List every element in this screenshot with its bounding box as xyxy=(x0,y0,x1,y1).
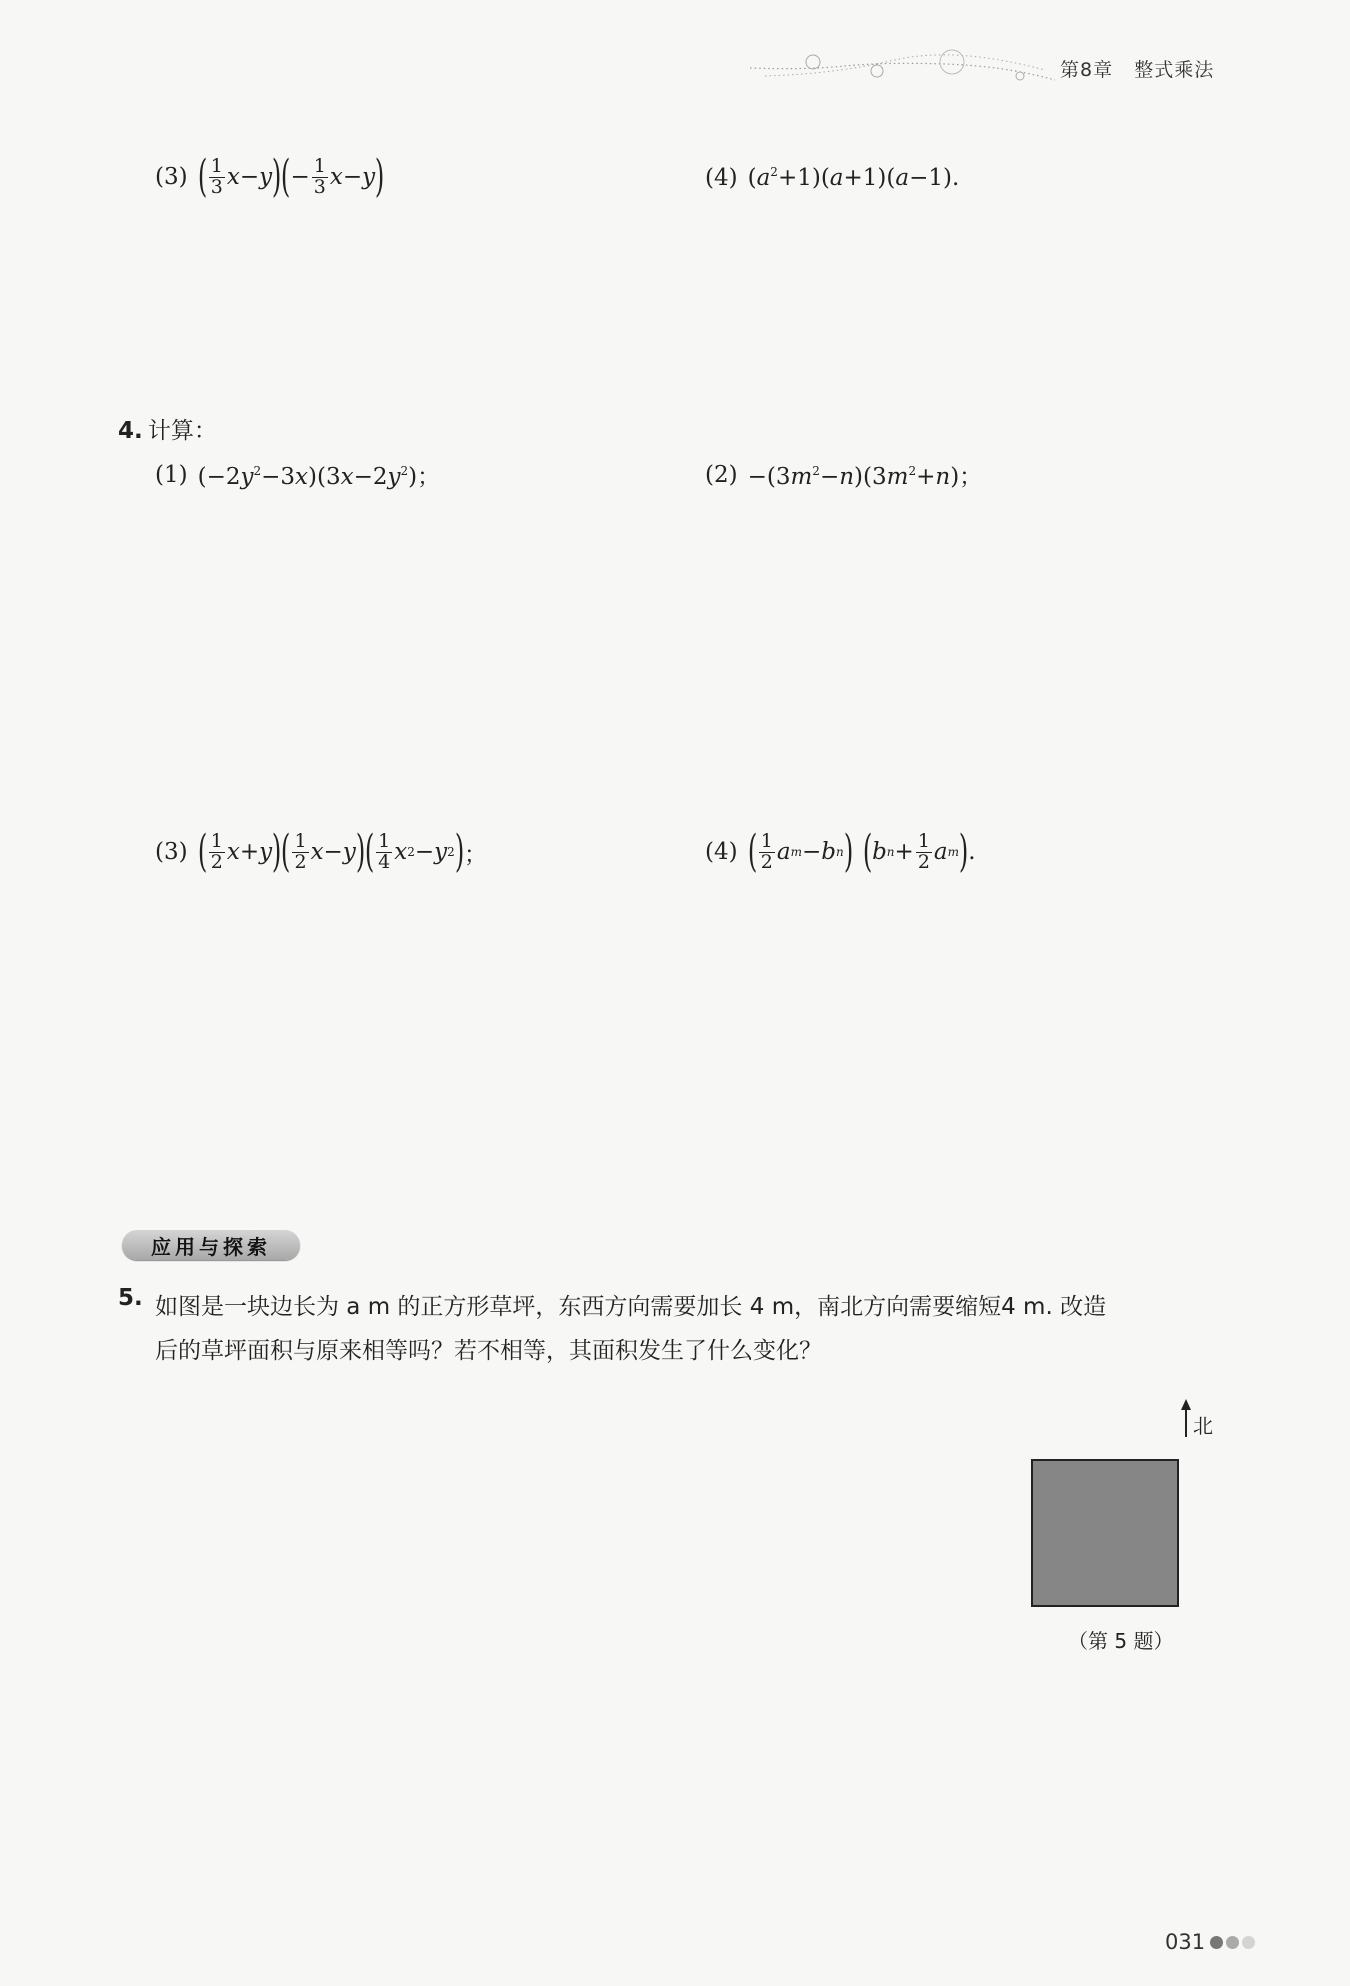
figure-caption: （第 5 题） xyxy=(1068,1629,1174,1653)
section-label: 应用与探索 xyxy=(122,1230,300,1260)
question-number: 5. xyxy=(118,1285,143,1311)
fraction: $\frac{1}{3}$ xyxy=(210,154,223,198)
chapter-header xyxy=(1060,55,1214,82)
part-label: (3) xyxy=(155,164,188,190)
question-title: 计算： xyxy=(147,418,217,444)
lawn-figure xyxy=(1020,1395,1250,1625)
question-5 xyxy=(118,1285,1238,1373)
footer-dots-icon xyxy=(1210,1936,1255,1949)
fraction: $\frac{1}{4}$ xyxy=(378,829,391,873)
question-text-line: 后的草坪面积与原来相等吗？若不相等，其面积发生了什么变化？ xyxy=(155,1338,822,1364)
q4-part4: (4) ( $\frac{1}{2}$ a m − b n ) ( b n + $\frac{1}{2}$ a m ) . xyxy=(705,826,976,877)
q4-part1: (1) $(-2y^2-3x)(3x-2y^2)$； xyxy=(155,461,441,490)
page-number: 031 xyxy=(1165,1930,1206,1954)
question-text-line: 如图是一块边长为 a m 的正方形草坪，东西方向需要加长 4 m，南北方向需要缩短4 m. 改造 xyxy=(155,1294,1107,1320)
fraction: $\frac{1}{3}$ xyxy=(313,154,326,198)
page-footer xyxy=(1165,1930,1255,1954)
q3-part4: (4) $(a^2+1)(a+1)(a-1)$. xyxy=(705,165,960,191)
fraction: $\frac{1}{2}$ xyxy=(760,829,773,873)
header-decoration xyxy=(745,40,1065,85)
fraction: $\frac{1}{2}$ xyxy=(917,829,930,873)
q3-part4-expression: $(a^2+1)(a+1)(a-1)$. xyxy=(747,165,960,191)
fraction: $\frac{1}{2}$ xyxy=(294,829,307,873)
chapter-title: 整式乘法 xyxy=(1134,59,1215,81)
question-4-header xyxy=(118,412,217,445)
question-number: 4. xyxy=(118,418,143,444)
q4-part2: (2) $-(3m^2-n)(3m^2+n)$； xyxy=(705,461,983,490)
q3-part3: (3) ( $\frac{1}{3}$ x − y ) ( − $\frac{1}{3}$ x − y ) xyxy=(155,151,385,202)
fraction: $\frac{1}{2}$ xyxy=(210,829,223,873)
lawn-square xyxy=(1032,1460,1178,1606)
north-arrow-head xyxy=(1181,1399,1191,1410)
q4-part3: (3) ( $\frac{1}{2}$ x + y ) ( $\frac{1}{2}$ x − y ) ( $\frac{1}{4}$ x 2 − y 2 ) ； xyxy=(155,826,487,877)
chapter-number: 第8章 xyxy=(1060,59,1114,81)
north-label: 北 xyxy=(1193,1414,1213,1438)
